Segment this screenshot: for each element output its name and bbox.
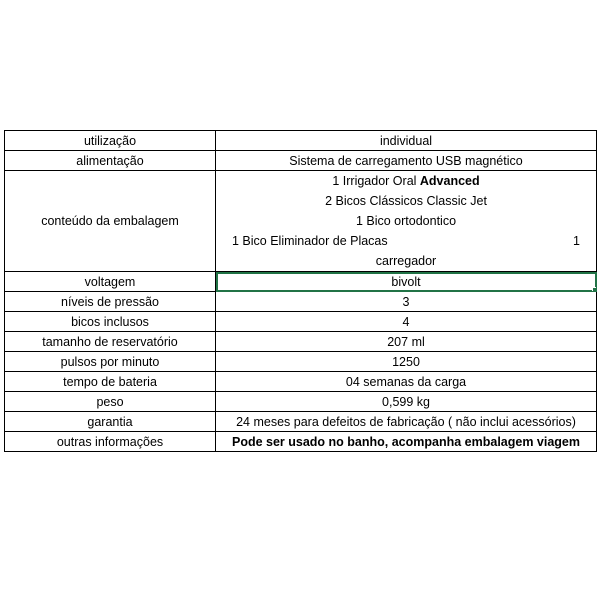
table-row bbox=[5, 171, 597, 272]
contents-line-4-left: 1 Bico Eliminador de Placas bbox=[232, 234, 388, 248]
table-row bbox=[5, 292, 597, 312]
contents-line-3: 1 Bico ortodontico bbox=[355, 214, 457, 228]
row-value-pulsos[interactable]: 1250 bbox=[216, 352, 597, 372]
row-value-niveis[interactable]: 3 bbox=[216, 292, 597, 312]
contents-line-4 bbox=[218, 231, 594, 251]
row-label-conteudo[interactable]: conteúdo da embalagem bbox=[5, 171, 216, 272]
row-value-bicos[interactable]: 4 bbox=[216, 312, 597, 332]
row-label-alimentacao[interactable]: alimentação bbox=[5, 151, 216, 171]
spec-table bbox=[4, 130, 597, 452]
contents-line-1 bbox=[218, 171, 594, 191]
table-row bbox=[5, 312, 597, 332]
row-value-outras[interactable]: Pode ser usado no banho, acompanha embalagem viagem bbox=[216, 432, 597, 452]
table-row bbox=[5, 392, 597, 412]
contents-line-2: 2 Bicos Clássicos Classic Jet bbox=[325, 194, 487, 208]
row-value-utilizacao[interactable]: individual bbox=[216, 131, 597, 151]
row-value-voltagem-selected-cell[interactable] bbox=[216, 272, 597, 292]
fill-handle[interactable] bbox=[592, 287, 597, 292]
table-row bbox=[5, 372, 597, 392]
row-label-outras[interactable]: outras informações bbox=[5, 432, 216, 452]
contents-line-1-text: 1 Irrigador Oral bbox=[332, 174, 420, 188]
row-label-bicos[interactable]: bicos inclusos bbox=[5, 312, 216, 332]
row-label-voltagem[interactable]: voltagem bbox=[5, 272, 216, 292]
table-row bbox=[5, 272, 597, 292]
row-label-garantia[interactable]: garantia bbox=[5, 412, 216, 432]
table-row bbox=[5, 352, 597, 372]
row-value-voltagem: bivolt bbox=[391, 274, 421, 289]
contents-line-5: carregador bbox=[375, 254, 437, 268]
row-value-bateria[interactable]: 04 semanas da carga bbox=[216, 372, 597, 392]
row-label-reservatorio[interactable]: tamanho de reservatório bbox=[5, 332, 216, 352]
row-value-alimentacao[interactable]: Sistema de carregamento USB magnético bbox=[216, 151, 597, 171]
contents-line-4-right: 1 bbox=[573, 234, 580, 248]
row-value-conteudo[interactable] bbox=[216, 171, 597, 272]
contents-line-1-bold: Advanced bbox=[419, 174, 480, 188]
table-row bbox=[5, 412, 597, 432]
row-value-peso[interactable]: 0,599 kg bbox=[216, 392, 597, 412]
row-label-pulsos[interactable]: pulsos por minuto bbox=[5, 352, 216, 372]
table-row bbox=[5, 131, 597, 151]
table-row bbox=[5, 151, 597, 171]
table-row bbox=[5, 332, 597, 352]
row-label-bateria[interactable]: tempo de bateria bbox=[5, 372, 216, 392]
table-row bbox=[5, 432, 597, 452]
row-label-peso[interactable]: peso bbox=[5, 392, 216, 412]
row-value-garantia[interactable]: 24 meses para defeitos de fabricação ( não inclui acessórios) bbox=[216, 412, 597, 432]
row-label-utilizacao[interactable]: utilização bbox=[5, 131, 216, 151]
row-label-niveis[interactable]: níveis de pressão bbox=[5, 292, 216, 312]
row-value-reservatorio[interactable]: 207 ml bbox=[216, 332, 597, 352]
